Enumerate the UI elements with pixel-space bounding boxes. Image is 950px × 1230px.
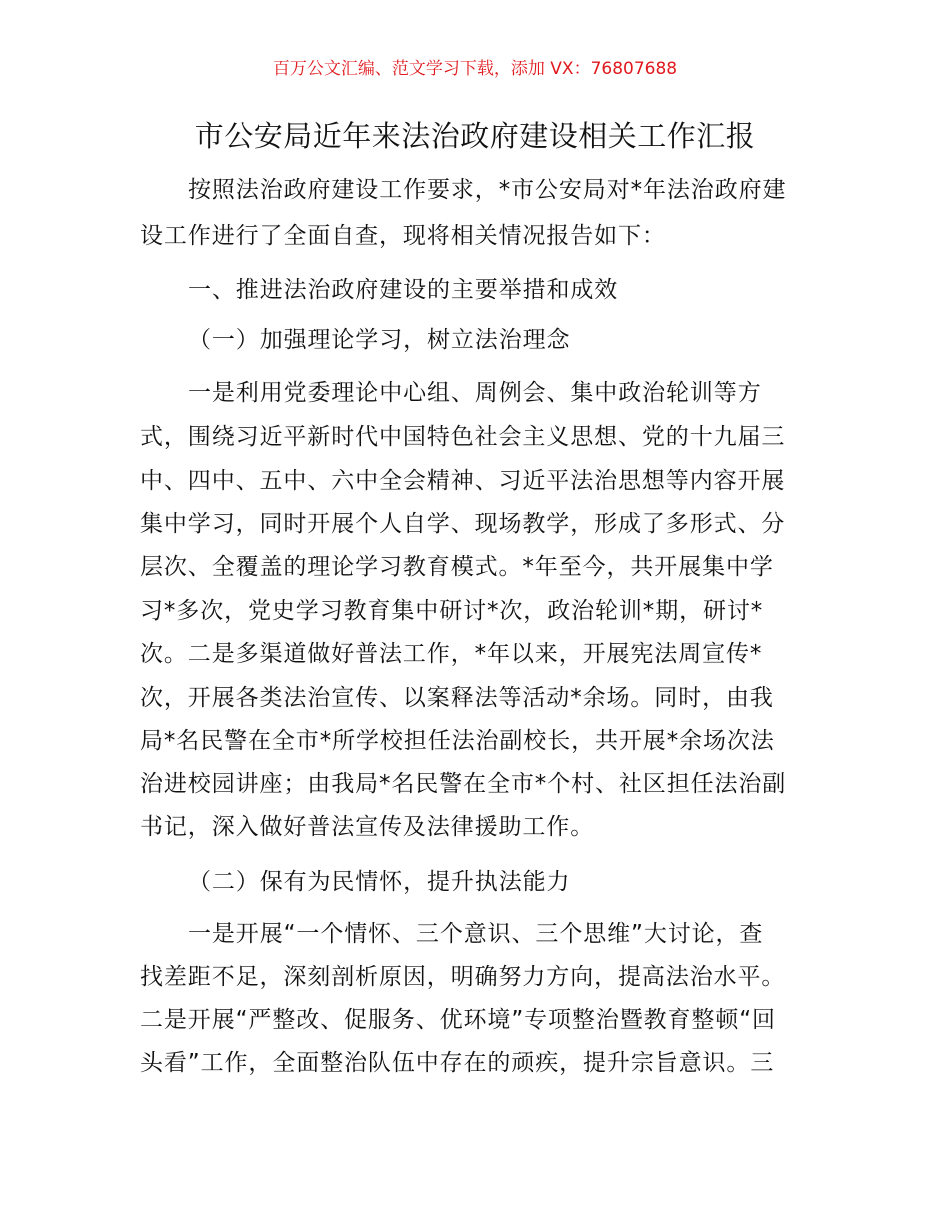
section-heading: 一、推进法治政府建设的主要举措和成效 bbox=[188, 277, 619, 303]
paragraph-line: 局*名民警在全市*所学校担任法治副校长，共开展*余场次法 bbox=[140, 728, 775, 754]
intro-line: 设工作进行了全面自查，现将相关情况报告如下： bbox=[140, 223, 666, 249]
subsection-heading: （一）加强理论学习，树立法治理念 bbox=[188, 327, 571, 353]
paragraph-line: 二是开展“严整改、促服务、优环境”专项整治暨教育整顿“回 bbox=[140, 1007, 776, 1033]
paragraph-line: 一是开展“一个情怀、三个意识、三个思维”大讨论，查 bbox=[188, 921, 764, 947]
paragraph-line: 次。二是多渠道做好普法工作，*年以来，开展宪法周宣传* bbox=[140, 641, 763, 667]
subsection-heading: （二）保有为民情怀，提升执法能力 bbox=[188, 869, 571, 895]
document-title: 市公安局近年来法治政府建设相关工作汇报 bbox=[194, 119, 756, 153]
paragraph-line: 书记，深入做好普法宣传及法律援助工作。 bbox=[140, 814, 595, 840]
paragraph-line: 集中学习，同时开展个人自学、现场教学，形成了多形式、分 bbox=[140, 511, 786, 537]
paragraph-line: 习*多次，党史学习教育集中研讨*次，政治轮训*期，研讨* bbox=[140, 598, 764, 624]
paragraph-line: 头看”工作，全面整治队伍中存在的顽疾，提升宗旨意识。三 bbox=[140, 1050, 775, 1076]
paragraph-line: 中、四中、五中、六中全会精神、习近平法治思想等内容开展 bbox=[140, 468, 786, 494]
paragraph-line: 找差距不足，深刻剖析原因，明确努力方向，提高法治水平。 bbox=[140, 964, 786, 990]
paragraph-line: 治进校园讲座；由我局*名民警在全市*个村、社区担任法治副 bbox=[140, 771, 787, 797]
paragraph-line: 一是利用党委理论中心组、周例会、集中政治轮训等方 bbox=[188, 380, 762, 406]
paragraph-line: 层次、全覆盖的理论学习教育模式。*年至今，共开展集中学 bbox=[140, 554, 774, 580]
paragraph-line: 次，开展各类法治宣传、以案释法等活动*余场。同时，由我 bbox=[140, 685, 774, 711]
paragraph-line: 式，围绕习近平新时代中国特色社会主义思想、党的十九届三 bbox=[140, 424, 786, 450]
intro-line: 按照法治政府建设工作要求，*市公安局对*年法治政府建 bbox=[188, 177, 787, 203]
watermark-header: 百万公文汇编、范文学习下载，添加 VX：76807688 bbox=[272, 59, 678, 79]
